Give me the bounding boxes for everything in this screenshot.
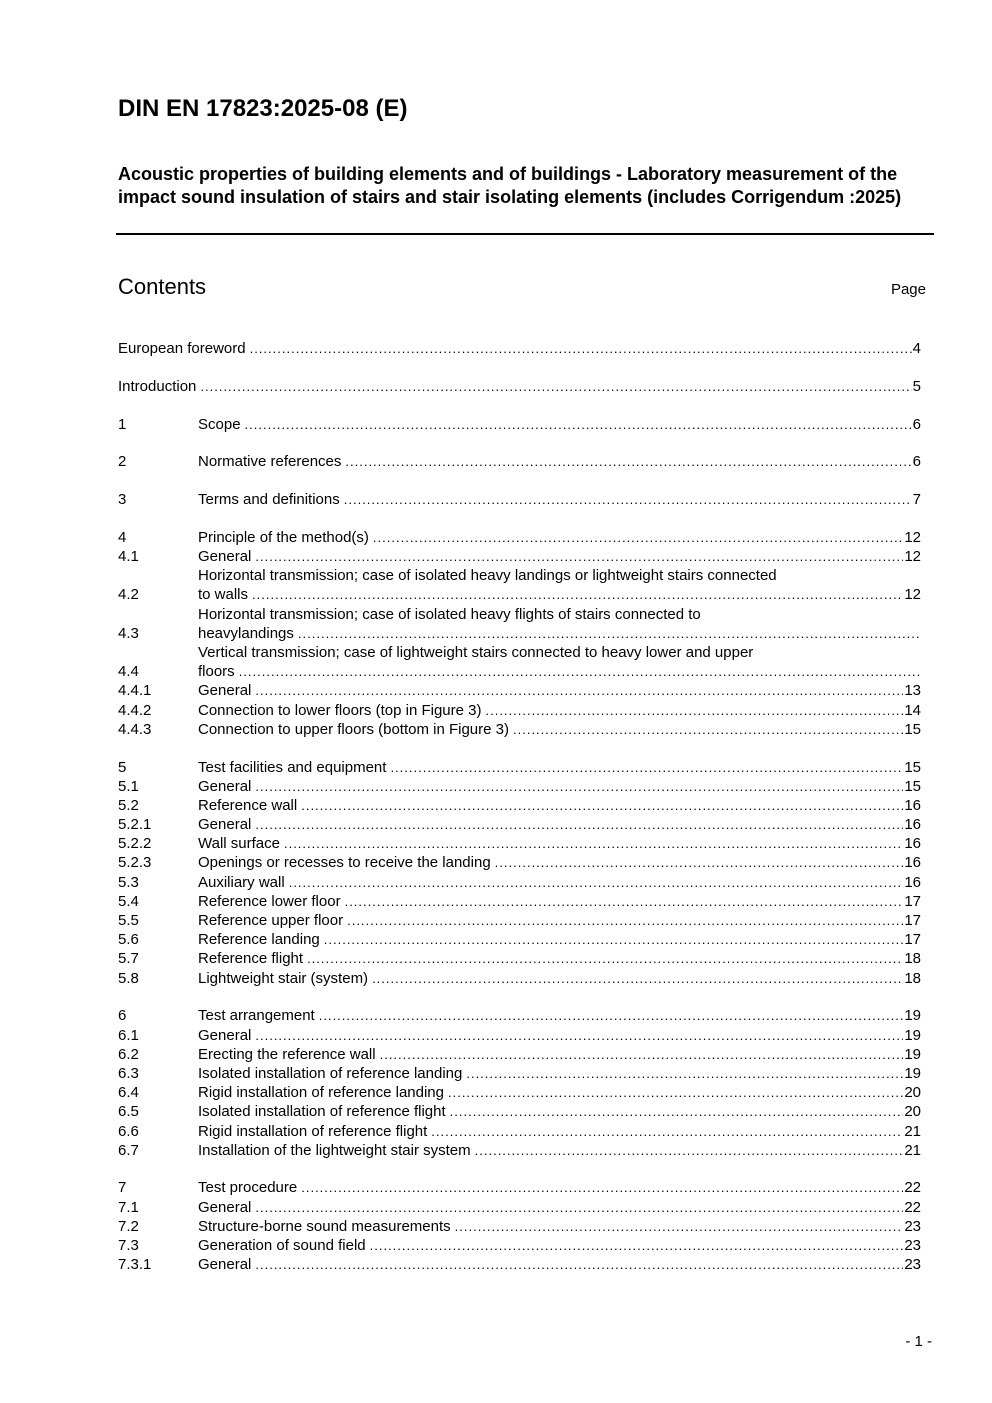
toc-entry[interactable]	[118, 796, 921, 815]
toc-entry[interactable]	[118, 452, 921, 471]
toc-entry-number: 6.1	[118, 1026, 139, 1044]
toc-dot-leader	[255, 1255, 903, 1274]
toc-entry-title-continued: heavylandings	[198, 624, 294, 642]
toc-group	[118, 528, 921, 739]
toc-dot-leader	[255, 1198, 903, 1217]
toc-entry[interactable]	[118, 1198, 921, 1217]
toc-entry-page: 7	[912, 491, 921, 509]
toc-dot-leader	[455, 1217, 904, 1236]
toc-entry-title: Reference upper floor	[198, 912, 344, 930]
toc-dot-leader	[495, 853, 904, 872]
toc-entry[interactable]	[118, 1045, 921, 1064]
toc-group	[118, 452, 921, 471]
toc-entry-page: 22	[904, 1179, 921, 1197]
toc-dot-leader	[307, 949, 903, 968]
toc-entry[interactable]	[118, 969, 921, 988]
toc-entry-number: 4	[118, 528, 127, 546]
toc-entry-page: 23	[904, 1237, 921, 1255]
toc-dot-leader	[347, 911, 903, 930]
toc-entry-page: 6	[912, 453, 921, 471]
toc-group	[118, 339, 921, 358]
toc-entry-title: Connection to upper floors (bottom in Figure 3)	[198, 720, 509, 738]
toc-entry[interactable]	[118, 490, 921, 509]
toc-entry-title: Installation of the lightweight stair system	[198, 1141, 471, 1159]
toc-entry-title: Horizontal transmission; case of isolated heavy flights of stairs connected to	[198, 605, 701, 623]
toc-dot-leader	[485, 701, 903, 720]
toc-dot-leader	[324, 930, 904, 949]
toc-entry[interactable]	[118, 1083, 921, 1102]
toc-group	[118, 1179, 921, 1275]
toc-dot-leader	[245, 415, 912, 434]
toc-dot-leader	[255, 681, 903, 700]
toc-entry-page: 14	[904, 701, 921, 719]
toc-entry-page: 17	[904, 912, 921, 930]
toc-entry[interactable]	[118, 377, 921, 396]
toc-entry-number: 7.2	[118, 1217, 139, 1235]
toc-entry-title: Auxiliary wall	[198, 873, 285, 891]
toc-entry-title: Normative references	[198, 453, 342, 471]
toc-entry-page: 20	[904, 1084, 921, 1102]
toc-dot-leader	[301, 1178, 903, 1197]
toc-entry[interactable]	[118, 1122, 921, 1141]
toc-dot-leader	[250, 339, 912, 358]
toc-dot-leader	[255, 777, 903, 796]
toc-entry[interactable]	[118, 547, 921, 566]
toc-entry-title: Erecting the reference wall	[198, 1045, 376, 1063]
toc-entry[interactable]	[118, 701, 921, 720]
toc-entry-title: General	[198, 548, 252, 566]
toc-entry-page: 19	[904, 1045, 921, 1063]
toc-entry-title: Test facilities and equipment	[198, 758, 387, 776]
toc-entry-number: 6.6	[118, 1122, 139, 1140]
toc-entry-page: 19	[904, 1064, 921, 1082]
toc-entry-page: 13	[904, 682, 921, 700]
toc-entry[interactable]	[118, 415, 921, 434]
toc-entry-page: 4	[912, 339, 921, 357]
toc-dot-leader	[466, 1064, 903, 1083]
footer-page-number: - 1 -	[905, 1333, 932, 1350]
toc-entry-title: General	[198, 1026, 252, 1044]
toc-entry[interactable]	[118, 758, 921, 777]
toc-entry[interactable]	[118, 834, 921, 853]
toc-entry-title: Terms and definitions	[198, 491, 340, 509]
toc-dot-leader	[344, 490, 912, 509]
toc-entry-number: 7	[118, 1179, 127, 1197]
toc-entry-page: 21	[904, 1122, 921, 1140]
toc-dot-leader	[255, 815, 903, 834]
toc-entry[interactable]	[118, 643, 921, 681]
toc-entry-title: Isolated installation of reference landing	[198, 1064, 463, 1082]
toc-entry-page: 16	[904, 816, 921, 834]
toc-entry-title: General	[198, 777, 252, 795]
toc-dot-leader	[380, 1045, 904, 1064]
toc-entry-page: 19	[904, 1026, 921, 1044]
toc-entry-title: Reference lower floor	[198, 892, 341, 910]
toc-entry[interactable]	[118, 892, 921, 911]
toc-entry-title: Reference landing	[198, 931, 320, 949]
toc-dot-leader	[513, 720, 903, 739]
toc-entry-title: Lightweight stair (system)	[198, 969, 369, 987]
toc-entry-page: 16	[904, 796, 921, 814]
toc-group	[118, 1006, 921, 1160]
toc-dot-leader	[298, 624, 920, 643]
toc-entry-title-continued: to walls	[198, 586, 249, 604]
toc-entry-number: 5.1	[118, 777, 139, 795]
toc-entry-title: Openings or recesses to receive the landing	[198, 854, 491, 872]
toc-entry-page: 19	[904, 1007, 921, 1025]
table-of-contents	[118, 339, 921, 1293]
toc-dot-leader	[345, 452, 911, 471]
toc-entry-page: 18	[904, 950, 921, 968]
toc-entry[interactable]	[118, 854, 921, 873]
toc-entry[interactable]	[118, 1255, 921, 1274]
toc-entry-number: 5.2.3	[118, 854, 152, 872]
toc-entry-number: 5.2	[118, 796, 139, 814]
contents-heading: Contents	[118, 274, 207, 299]
toc-entry-page: 5	[912, 377, 921, 395]
page-column-label: Page	[890, 281, 926, 298]
toc-entry[interactable]	[118, 949, 921, 968]
toc-entry-page: 17	[904, 931, 921, 949]
toc-entry-title: Scope	[198, 415, 241, 433]
toc-entry-page: 15	[904, 720, 921, 738]
toc-entry-title: Reference wall	[198, 796, 298, 814]
toc-dot-leader	[370, 1236, 904, 1255]
toc-entry-number: 5.4	[118, 892, 139, 910]
toc-entry-number: 5.3	[118, 873, 139, 891]
toc-dot-leader	[239, 662, 920, 681]
toc-entry-number: 2	[118, 453, 127, 471]
toc-entry-number: 1	[118, 415, 127, 433]
toc-group	[118, 758, 921, 988]
toc-entry-title-continued: floors	[198, 663, 235, 681]
toc-dot-leader	[284, 834, 903, 853]
toc-entry-number: 5.5	[118, 912, 139, 930]
toc-entry[interactable]	[118, 339, 921, 358]
toc-entry-number: 4.4.3	[118, 720, 152, 738]
toc-entry-page: 21	[904, 1141, 921, 1159]
toc-entry-number: 6.7	[118, 1141, 139, 1159]
toc-entry-page: 12	[904, 548, 921, 566]
toc-entry-page: 16	[904, 873, 921, 891]
toc-entry-title: Rigid installation of reference landing	[198, 1084, 444, 1102]
toc-entry-number: 7.3	[118, 1237, 139, 1255]
toc-entry-title: Vertical transmission; case of lightweight stairs connected to heavy lower and upper	[198, 644, 754, 662]
toc-entry-page: 23	[904, 1217, 921, 1235]
toc-entry-number: 5.2.2	[118, 835, 152, 853]
toc-entry-page: 12	[904, 586, 921, 604]
toc-dot-leader	[475, 1141, 904, 1160]
toc-entry[interactable]	[118, 1179, 921, 1198]
toc-entry[interactable]	[118, 1141, 921, 1160]
toc-entry-number: 6.4	[118, 1084, 139, 1102]
toc-entry[interactable]	[118, 1026, 921, 1045]
title-rule	[116, 233, 934, 235]
toc-dot-leader	[345, 892, 904, 911]
toc-entry-page: 22	[904, 1198, 921, 1216]
toc-entry-title: Connection to lower floors (top in Figure 3)	[198, 701, 482, 719]
toc-entry[interactable]	[118, 777, 921, 796]
toc-entry[interactable]	[118, 1217, 921, 1236]
toc-entry-title: General	[198, 682, 252, 700]
toc-entry[interactable]	[118, 1102, 921, 1121]
toc-entry-title: Test arrangement	[198, 1007, 315, 1025]
toc-entry-number: 3	[118, 491, 127, 509]
toc-dot-leader	[319, 1006, 904, 1025]
toc-dot-leader	[289, 873, 904, 892]
toc-entry-number: 5.8	[118, 969, 139, 987]
toc-dot-leader	[301, 796, 903, 815]
document-title: Acoustic properties of building elements and of buildings - Laboratory measurement of the impact sound insulation of stairs and stair isolating elements (includes Corrigendum :2025)	[118, 164, 902, 207]
toc-entry-number: 5.6	[118, 931, 139, 949]
toc-entry-page: 20	[904, 1103, 921, 1121]
toc-dot-leader	[255, 547, 903, 566]
toc-group	[118, 415, 921, 434]
toc-entry-title: Introduction	[118, 377, 197, 395]
toc-dot-leader	[390, 758, 903, 777]
toc-entry[interactable]	[118, 873, 921, 892]
toc-dot-leader	[373, 528, 903, 547]
toc-entry-page: 23	[904, 1256, 921, 1274]
toc-dot-leader	[255, 1026, 903, 1045]
toc-entry[interactable]	[118, 605, 921, 643]
toc-entry[interactable]	[118, 566, 921, 604]
toc-dot-leader	[450, 1102, 904, 1121]
toc-entry-title: Generation of sound field	[198, 1237, 366, 1255]
toc-entry[interactable]	[118, 930, 921, 949]
toc-entry-title: Wall surface	[198, 835, 280, 853]
toc-entry-title: Horizontal transmission; case of isolated heavy landings or lightweight stairs connected	[198, 567, 777, 585]
toc-entry-number: 4.4.2	[118, 701, 152, 719]
toc-entry-page: 16	[904, 835, 921, 853]
toc-entry-number: 5.7	[118, 950, 139, 968]
toc-entry-title: Principle of the method(s)	[198, 528, 369, 546]
toc-entry-number: 7.3.1	[118, 1256, 152, 1274]
toc-entry-number: 6.5	[118, 1103, 139, 1121]
toc-entry-number: 6.2	[118, 1045, 139, 1063]
toc-dot-leader	[252, 585, 903, 604]
toc-entry-number: 4.2	[118, 586, 139, 604]
toc-entry-number: 5	[118, 758, 127, 776]
toc-entry-number: 6.3	[118, 1064, 139, 1082]
toc-entry[interactable]	[118, 1064, 921, 1083]
toc-entry-number: 5.2.1	[118, 816, 152, 834]
toc-entry-page: 16	[904, 854, 921, 872]
toc-entry-title: Reference flight	[198, 950, 304, 968]
toc-dot-leader	[431, 1122, 903, 1141]
toc-entry[interactable]	[118, 815, 921, 834]
toc-group	[118, 490, 921, 509]
toc-entry-page: 15	[904, 758, 921, 776]
toc-entry[interactable]	[118, 1236, 921, 1255]
toc-dot-leader	[372, 969, 903, 988]
toc-entry-number: 7.1	[118, 1198, 139, 1216]
toc-entry-title: Test procedure	[198, 1179, 298, 1197]
toc-entry[interactable]	[118, 1006, 921, 1025]
document-id: DIN EN 17823:2025-08 (E)	[118, 95, 408, 122]
toc-group	[118, 377, 921, 396]
toc-entry-page: 12	[904, 528, 921, 546]
toc-entry-title: General	[198, 1256, 252, 1274]
toc-entry-title: Structure-borne sound measurements	[198, 1217, 451, 1235]
toc-entry[interactable]	[118, 528, 921, 547]
toc-entry-number: 4.1	[118, 548, 139, 566]
toc-entry-title: European foreword	[118, 339, 246, 357]
toc-entry-number: 4.3	[118, 624, 139, 642]
toc-entry-page: 6	[912, 415, 921, 433]
toc-entry[interactable]	[118, 911, 921, 930]
toc-entry-number: 4.4.1	[118, 682, 152, 700]
toc-entry[interactable]	[118, 720, 921, 739]
toc-entry[interactable]	[118, 681, 921, 700]
toc-entry-number: 4.4	[118, 663, 139, 681]
toc-entry-number: 6	[118, 1007, 127, 1025]
toc-entry-page: 15	[904, 777, 921, 795]
toc-entry-page: 17	[904, 892, 921, 910]
toc-entry-title: General	[198, 816, 252, 834]
toc-entry-title: General	[198, 1198, 252, 1216]
toc-entry-page: 18	[904, 969, 921, 987]
toc-entry-title: Isolated installation of reference flight	[198, 1103, 446, 1121]
toc-entry-title: Rigid installation of reference flight	[198, 1122, 428, 1140]
toc-dot-leader	[200, 377, 911, 396]
toc-dot-leader	[448, 1083, 903, 1102]
